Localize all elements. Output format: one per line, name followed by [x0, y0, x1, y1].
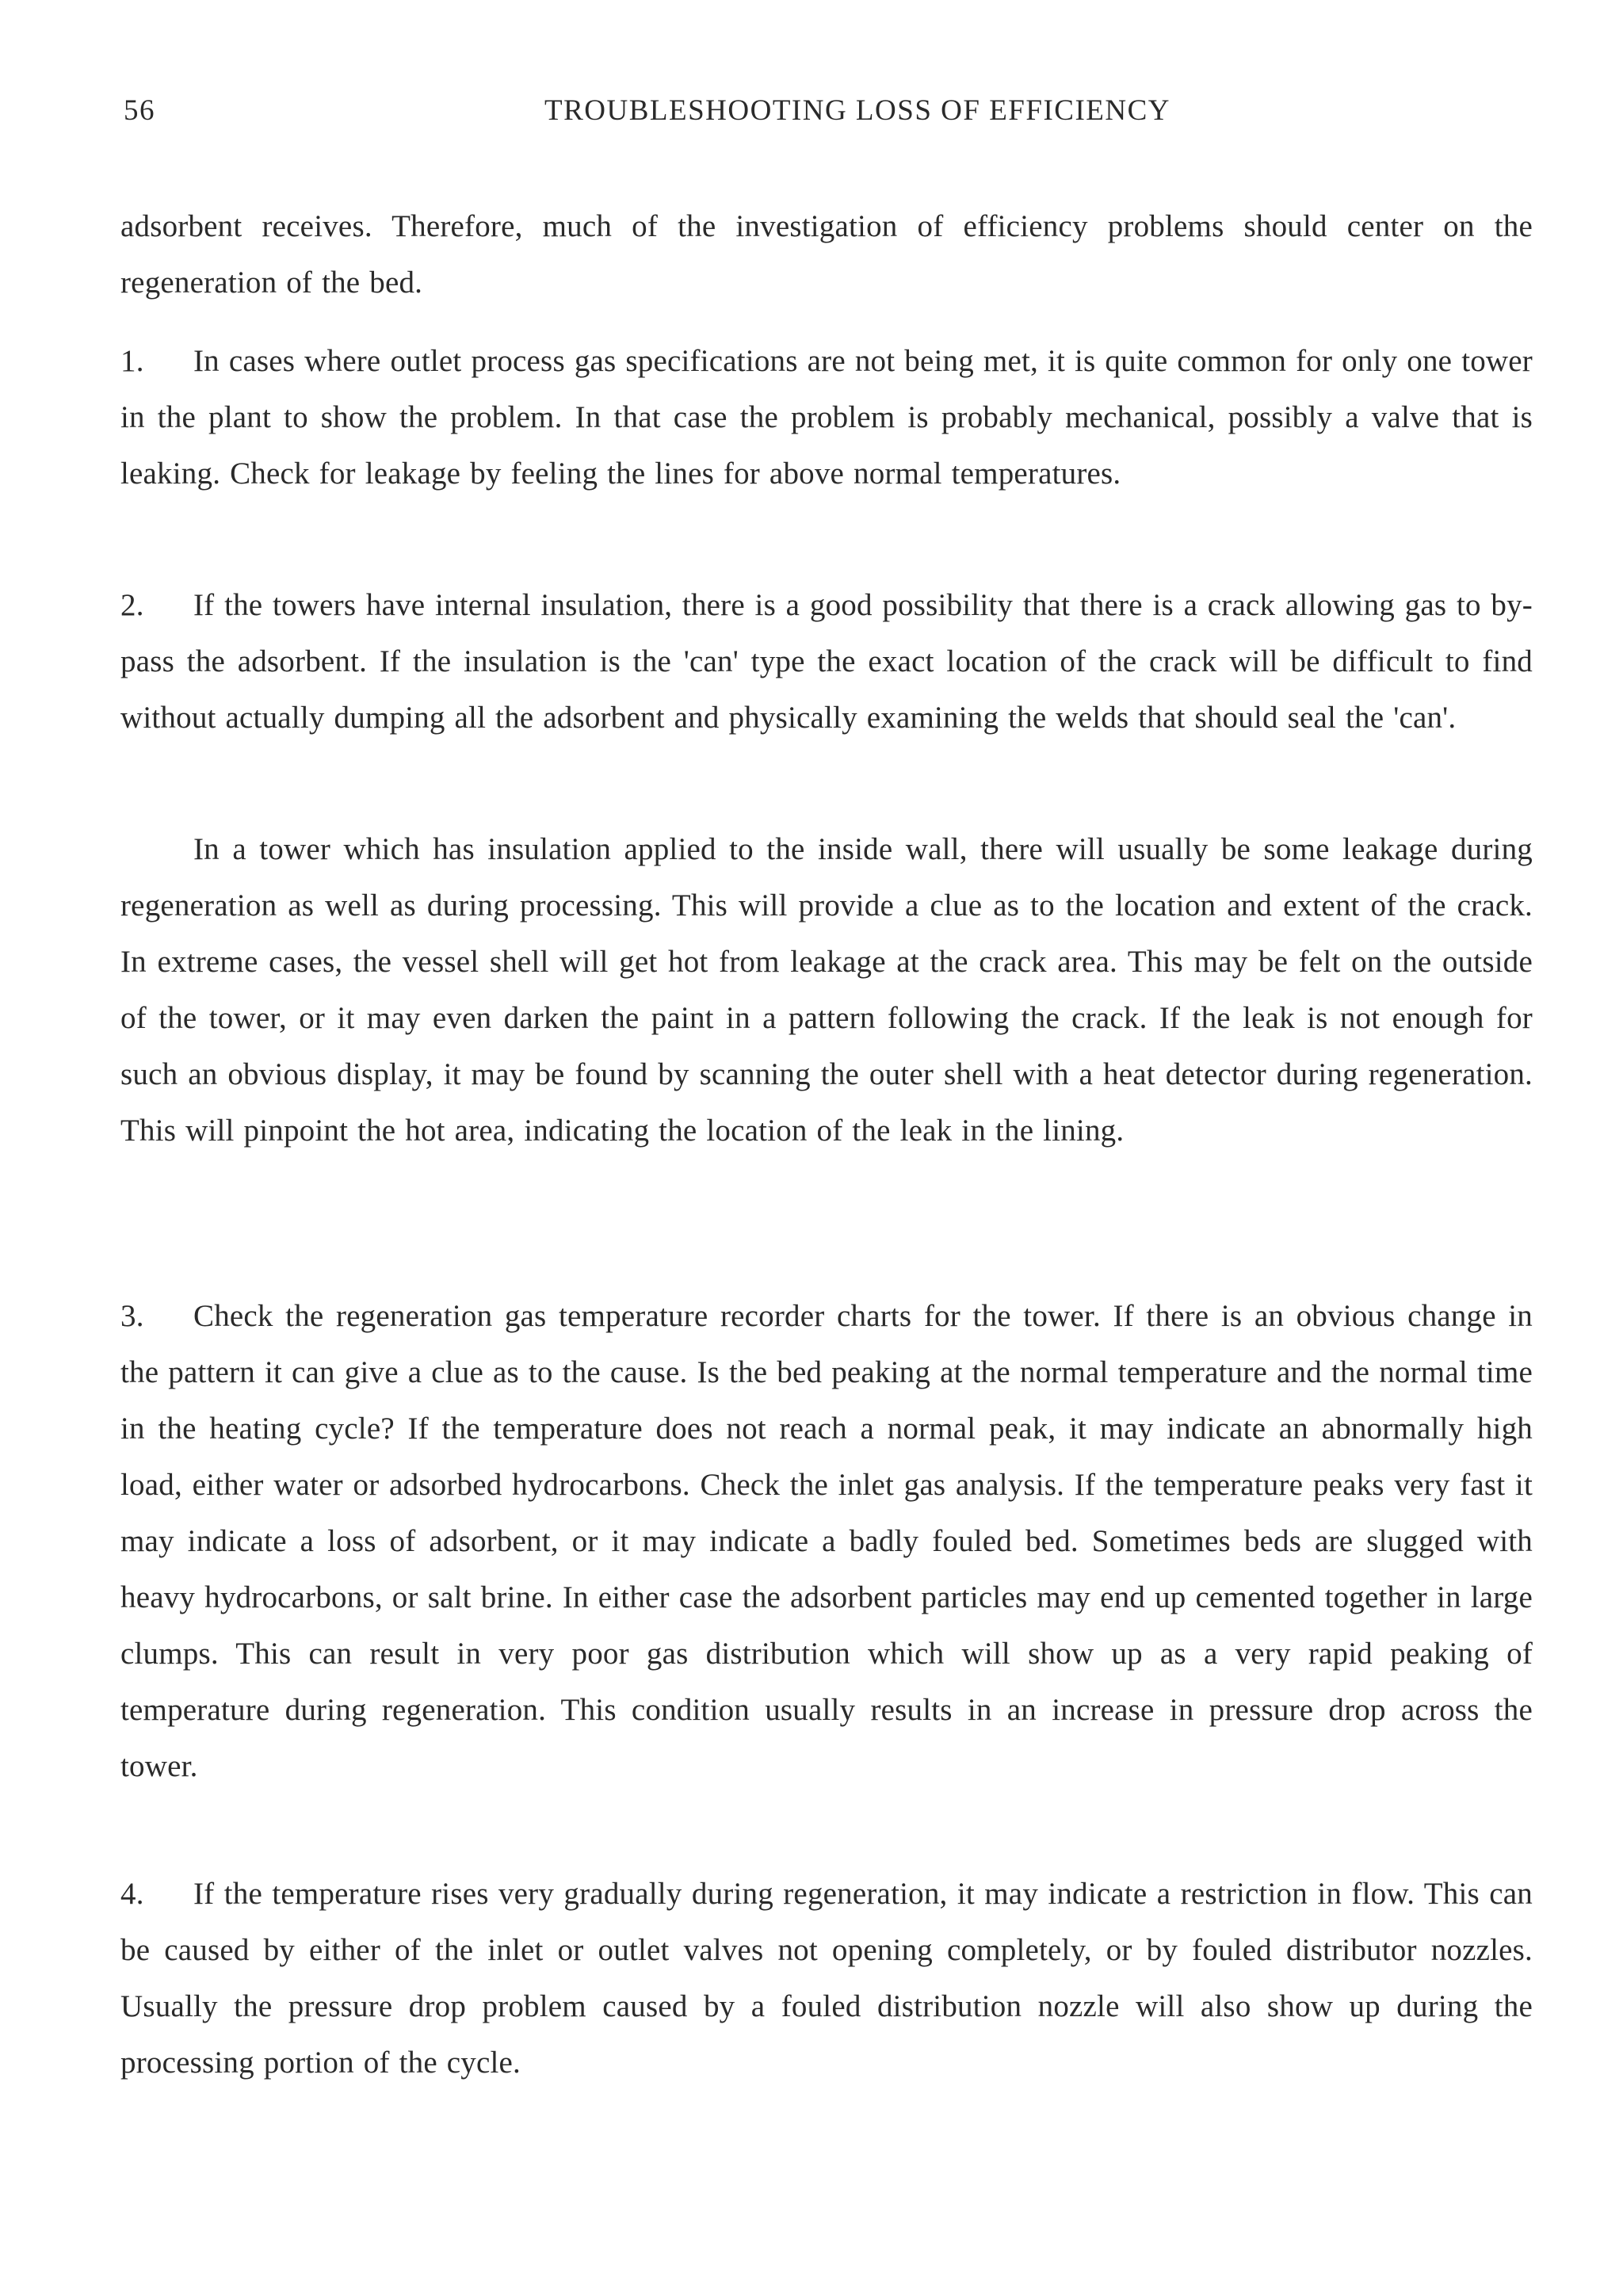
paragraph-text: In a tower which has insulation applied to the inside wall, there will usually be some leakage during regeneration as well as during processing. This will provide a clue as to the location and extent of the crack. In extreme cases, the vessel shell will get hot from leakage at the crack area. This may be felt on the outside of the tower, or it may even darken the paint in a pattern following the crack. If the leak is not enough for such an obvious display, it may be found by scanning the outer shell with a heat detector during regeneration. This will pinpoint the hot area, indicating the location of the leak in the lining. — [120, 832, 1533, 1148]
paragraph-text: If the temperature rises very gradually during regeneration, it may indicate a restriction in flow. This can be caused by either of the inlet or outlet valves not opening completely, or by fouled distributor nozzles. Usually the pressure drop problem caused by a fouled distribution nozzle will also show up during the processing portion of the cycle. — [120, 1877, 1533, 2080]
numbered-item-4 — [120, 1866, 1533, 2091]
paragraph-text: In cases where outlet process gas specifications are not being met, it is quite common for only one tower in the plant to show the problem. In that case the problem is probably mechanical, possibly a valve that is leaking. Check for leakage by feeling the lines for above normal temperatures. — [120, 344, 1533, 491]
paragraph-continuation — [120, 198, 1533, 311]
numbered-item-2 — [120, 577, 1533, 746]
running-title: TROUBLESHOOTING LOSS OF EFFICIENCY — [544, 94, 1171, 127]
page-number: 56 — [124, 94, 155, 127]
item-number: 2. — [120, 588, 144, 622]
paragraph-text: If the towers have internal insulation, there is a good possibility that there is a crack allowing gas to by-pass the adsorbent. If the insulation is the 'can' type the exact location of the crack will be difficult to find without actually dumping all the adsorbent and physically examining the welds that should seal the 'can'. — [120, 588, 1533, 735]
numbered-item-3 — [120, 1288, 1533, 1794]
page-header — [124, 94, 1536, 141]
item-number: 4. — [120, 1877, 144, 1911]
numbered-item-1 — [120, 333, 1533, 502]
item-number: 1. — [120, 344, 144, 378]
item-number: 3. — [120, 1299, 144, 1333]
indented-paragraph — [120, 821, 1533, 1159]
paragraph-text: Check the regeneration gas temperature recorder charts for the tower. If there is an obvious change in the pattern it can give a clue as to the cause. Is the bed peaking at the normal temperature and the normal time in the heating cycle? If the temperature does not reach a normal peak, it may indicate an abnormally high load, either water or adsorbed hydrocarbons. Check the inlet gas analysis. If the temperature peaks very fast it may indicate a loss of adsorbent, or it may indicate a badly fouled bed. Sometimes beds are slugged with heavy hydrocarbons, or salt brine. In either case the adsorbent particles may end up cemented together in large clumps. This can result in very poor gas distribution which will show up as a very rapid peaking of temperature during regeneration. This condition usually results in an increase in pressure drop across the tower. — [120, 1299, 1533, 1783]
paragraph-text: adsorbent receives. Therefore, much of the investigation of efficiency problems should center on the regeneration of the bed. — [120, 209, 1533, 300]
